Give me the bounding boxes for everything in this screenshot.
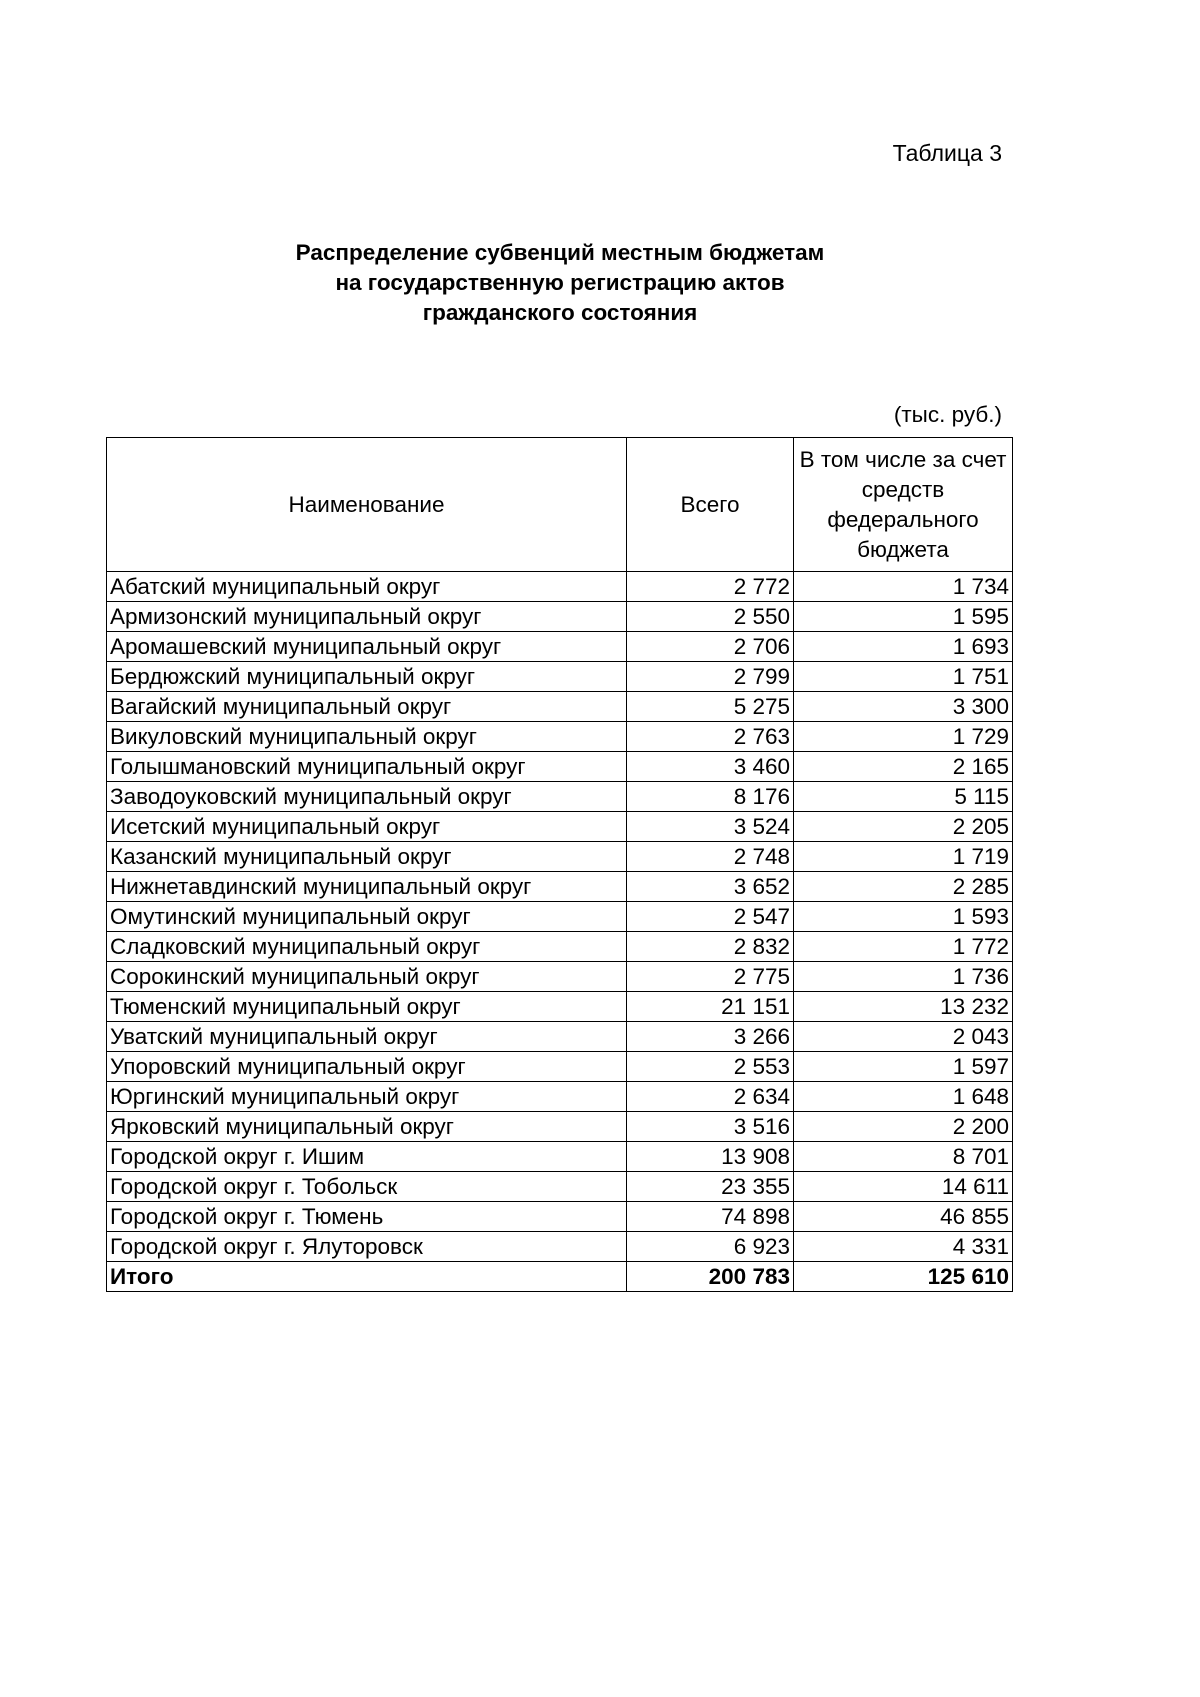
row-name-cell: Городской округ г. Ялуторовск [107,1232,627,1262]
row-total-cell: 2 775 [627,962,794,992]
row-total-cell: 2 634 [627,1082,794,1112]
row-total-cell: 2 706 [627,632,794,662]
row-federal-cell: 14 611 [794,1172,1013,1202]
document-title [0,238,1120,328]
row-total-cell: 2 772 [627,572,794,602]
row-total-cell: 23 355 [627,1172,794,1202]
table-row [107,842,1013,872]
row-federal-cell: 2 200 [794,1112,1013,1142]
row-federal-cell: 2 205 [794,812,1013,842]
row-name-cell: Тюменский муниципальный округ [107,992,627,1022]
table-row [107,782,1013,812]
row-total-cell: 2 748 [627,842,794,872]
row-total-cell: 2 832 [627,932,794,962]
row-name-cell: Городской округ г. Ишим [107,1142,627,1172]
table-row [107,1022,1013,1052]
row-name-cell: Ярковский муниципальный округ [107,1112,627,1142]
table-row [107,1232,1013,1262]
row-name-cell: Уватский муниципальный округ [107,1022,627,1052]
row-total-cell: 21 151 [627,992,794,1022]
row-federal-cell: 1 729 [794,722,1013,752]
table-row [107,1142,1013,1172]
row-total-cell: 3 652 [627,872,794,902]
table-row [107,632,1013,662]
row-name-cell: Нижнетавдинский муниципальный округ [107,872,627,902]
row-federal-cell: 5 115 [794,782,1013,812]
row-federal-cell: 4 331 [794,1232,1013,1262]
row-name-cell: Исетский муниципальный округ [107,812,627,842]
row-name-cell: Городской округ г. Тобольск [107,1172,627,1202]
column-header-name: Наименование [107,438,627,572]
row-federal-cell: 1 736 [794,962,1013,992]
row-total-cell: 2 799 [627,662,794,692]
row-total-cell: 200 783 [627,1262,794,1292]
row-name-cell: Казанский муниципальный округ [107,842,627,872]
table-number-label: Таблица 3 [892,140,1002,166]
row-total-cell: 3 516 [627,1112,794,1142]
row-federal-cell: 13 232 [794,992,1013,1022]
table-row [107,662,1013,692]
units-label: (тыс. руб.) [893,402,1002,427]
total-row [107,1262,1013,1292]
row-federal-cell: 8 701 [794,1142,1013,1172]
row-total-cell: 5 275 [627,692,794,722]
row-name-cell: Викуловский муниципальный округ [107,722,627,752]
row-federal-cell: 1 595 [794,602,1013,632]
row-name-cell: Городской округ г. Тюмень [107,1202,627,1232]
row-total-cell: 3 460 [627,752,794,782]
row-federal-cell: 1 597 [794,1052,1013,1082]
row-total-cell: 2 550 [627,602,794,632]
table-header-row [107,438,1013,572]
row-name-cell: Аромашевский муниципальный округ [107,632,627,662]
row-federal-cell: 125 610 [794,1262,1013,1292]
row-total-cell: 6 923 [627,1232,794,1262]
table-row [107,962,1013,992]
row-name-cell: Бердюжский муниципальный округ [107,662,627,692]
table-row [107,1082,1013,1112]
row-federal-cell: 1 772 [794,932,1013,962]
row-federal-cell: 3 300 [794,692,1013,722]
row-federal-cell: 1 693 [794,632,1013,662]
row-total-cell: 74 898 [627,1202,794,1232]
row-total-cell: 2 553 [627,1052,794,1082]
table-row [107,722,1013,752]
subventions-table [106,437,1013,1292]
row-federal-cell: 2 165 [794,752,1013,782]
row-name-cell: Итого [107,1262,627,1292]
row-total-cell: 3 266 [627,1022,794,1052]
table-row [107,752,1013,782]
column-header-total: Всего [627,438,794,572]
title-line: гражданского состояния [422,300,698,325]
table-row [107,902,1013,932]
row-federal-cell: 2 043 [794,1022,1013,1052]
row-federal-cell: 1 734 [794,572,1013,602]
row-total-cell: 2 763 [627,722,794,752]
row-federal-cell: 1 719 [794,842,1013,872]
title-line: на государственную регистрацию актов [335,270,785,295]
column-header-federal: В том числе за счет средств федерального бюджета [794,438,1013,572]
row-name-cell: Сладковский муниципальный округ [107,932,627,962]
row-total-cell: 13 908 [627,1142,794,1172]
table-row [107,1172,1013,1202]
row-federal-cell: 1 648 [794,1082,1013,1112]
row-name-cell: Вагайский муниципальный округ [107,692,627,722]
table-row [107,1112,1013,1142]
row-total-cell: 2 547 [627,902,794,932]
table-row [107,602,1013,632]
table-row [107,812,1013,842]
row-name-cell: Голышмановский муниципальный округ [107,752,627,782]
table-row [107,992,1013,1022]
row-name-cell: Омутинский муниципальный округ [107,902,627,932]
row-name-cell: Заводоуковский муниципальный округ [107,782,627,812]
row-name-cell: Абатский муниципальный округ [107,572,627,602]
table-row [107,692,1013,722]
table-row [107,572,1013,602]
row-federal-cell: 46 855 [794,1202,1013,1232]
row-name-cell: Сорокинский муниципальный округ [107,962,627,992]
title-line: Распределение субвенций местным бюджетам [295,240,825,265]
row-federal-cell: 1 593 [794,902,1013,932]
table-body [107,572,1013,1292]
row-total-cell: 3 524 [627,812,794,842]
table-row [107,932,1013,962]
table-row [107,1202,1013,1232]
row-name-cell: Упоровский муниципальный округ [107,1052,627,1082]
row-federal-cell: 1 751 [794,662,1013,692]
table-row [107,872,1013,902]
row-name-cell: Юргинский муниципальный округ [107,1082,627,1112]
table-row [107,1052,1013,1082]
row-name-cell: Армизонский муниципальный округ [107,602,627,632]
row-total-cell: 8 176 [627,782,794,812]
row-federal-cell: 2 285 [794,872,1013,902]
